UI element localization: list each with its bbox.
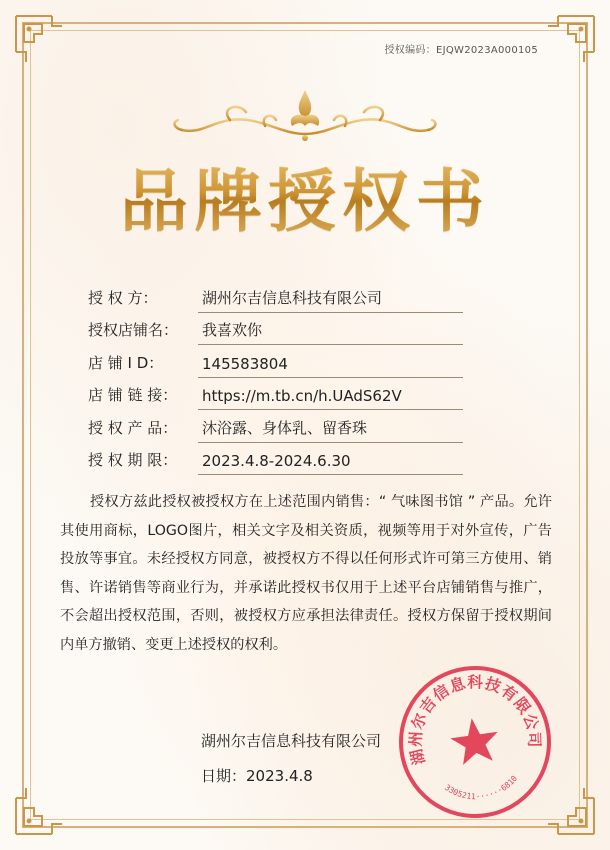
issue-date [201, 765, 313, 786]
certificate-number: 授权编码：EJQW2023A000105 [384, 45, 538, 56]
svg-text:湖州尔吉信息科技有限公司: 湖州尔吉信息科技有限公司 [406, 673, 544, 767]
title-ornament-icon [160, 86, 450, 146]
company-seal-icon [393, 660, 557, 824]
field-row-store-name [88, 313, 488, 346]
field-label: 店 铺 链 接： [88, 386, 178, 404]
field-value: 沐浴露、身体乳、留香珠 [198, 417, 463, 443]
page-title: 品牌授权书 [0, 148, 610, 245]
field-label: 授权店铺名： [88, 321, 179, 339]
authorization-fields [88, 280, 488, 475]
corner-ornament-icon [12, 12, 72, 72]
svg-text:3305211······6810: 3305211······6810 [443, 773, 520, 802]
field-row-store-id [88, 345, 488, 378]
field-label: 授 权 产 品： [88, 418, 178, 437]
field-value: 145583804 [198, 355, 463, 378]
field-value: 我喜欢你 [198, 319, 463, 345]
field-label: 授 权 期 限： [88, 451, 178, 469]
authorization-statement: 授权方兹此授权被授权方在上述范围内销售：“ 气味图书馆 ” 产品。允许其使用商标，LOGO图片，相关文字及相关资质，视频等用于对外宣传，广告投放等事宜。未经授权方同意，被授权方不得以任何形式许可第三方使用、销售、许诺销售等商业行为，并承诺此授权书仅用于上述平台店铺销售与推广，不会超出授权范围，否则，被授权方应承担法律责任。授权方保留于授权期间内单方撤销、变更上述授权的权利。 [60, 494, 552, 653]
field-row-store-link [88, 378, 488, 411]
field-value: https://m.tb.cn/h.UAdS62V [198, 387, 463, 410]
field-label: 店 铺 I D： [88, 353, 164, 372]
corner-ornament-icon [538, 12, 598, 72]
field-label: 授 权 方： [88, 288, 158, 307]
corner-ornament-icon [12, 778, 72, 838]
field-value: 2023.4.8-2024.6.30 [198, 452, 463, 475]
field-row-licensor [88, 280, 488, 313]
field-row-period [88, 443, 488, 476]
field-row-products [88, 410, 488, 443]
issuer-name: 湖州尔吉信息科技有限公司 [201, 732, 382, 750]
date-label: 日期： [201, 767, 247, 785]
date-value: 2023.4.8 [246, 767, 313, 785]
field-value: 湖州尔吉信息科技有限公司 [198, 287, 463, 313]
